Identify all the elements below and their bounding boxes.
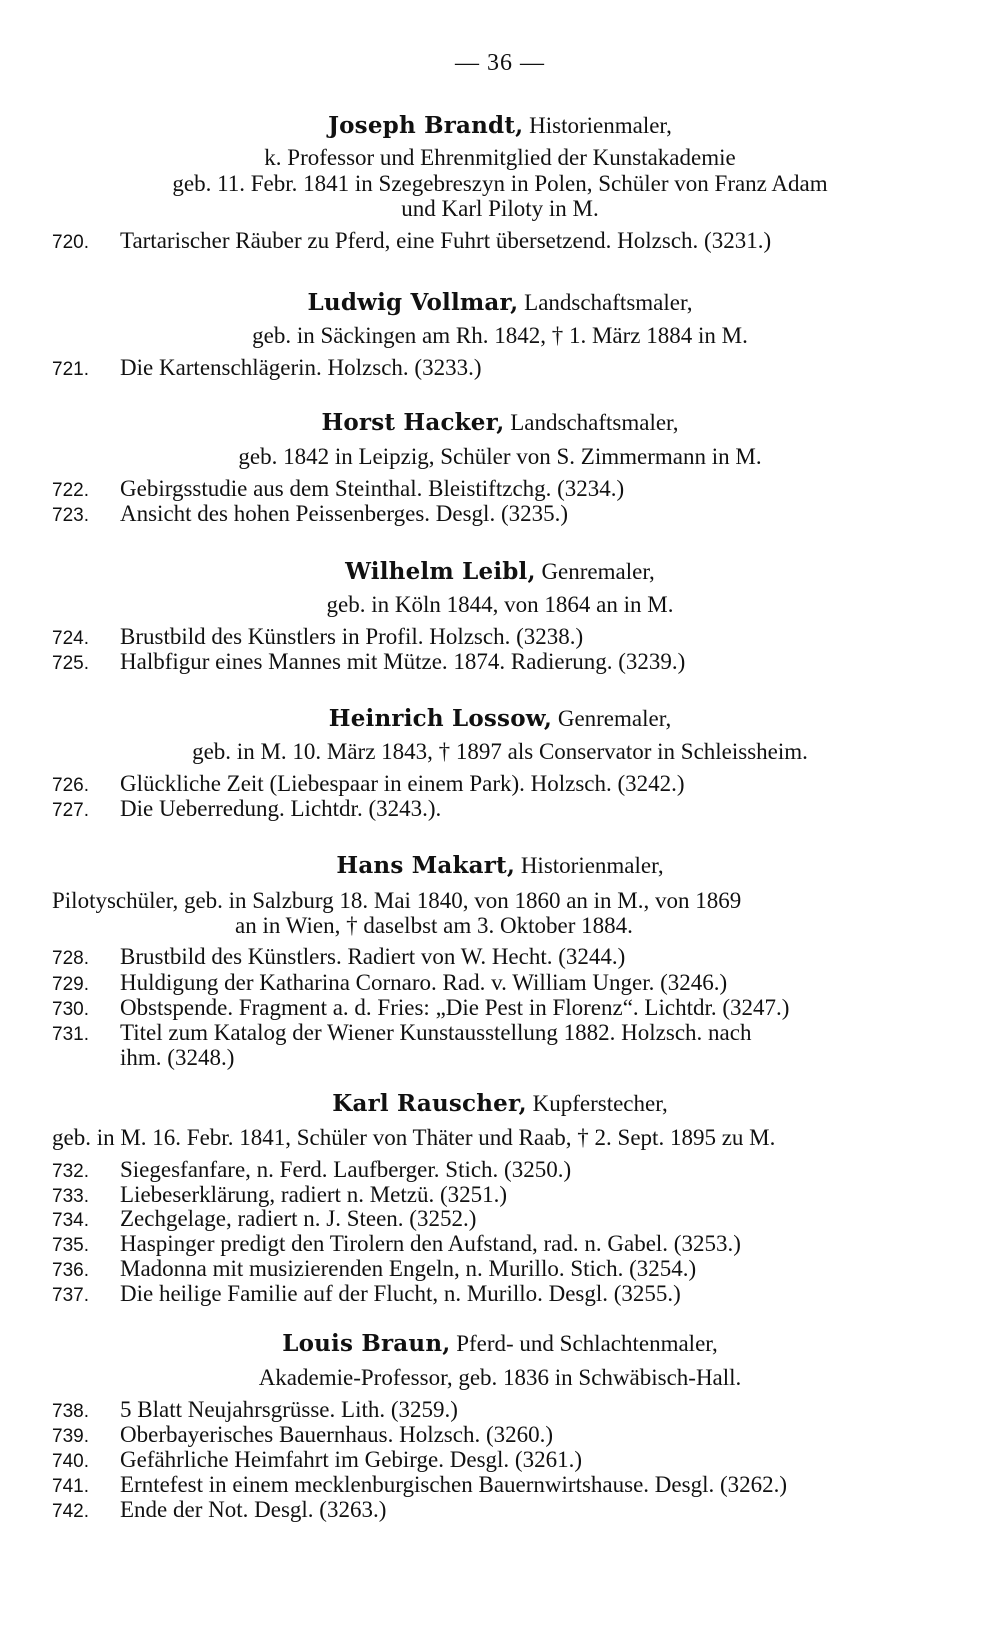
entry-number: 733. <box>52 1186 89 1207</box>
artist-role: Historienmaler, <box>529 113 672 138</box>
entry-text: Die Ueberredung. Lichtdr. (3243.). <box>120 796 442 821</box>
entry-number: 731. <box>52 1024 89 1045</box>
entry-text: Die Kartenschlägerin. Holzsch. (3233.) <box>120 355 482 380</box>
artist-name: Ludwig Vollmar, <box>307 289 519 316</box>
entry-text: Ende der Not. Desgl. (3263.) <box>120 1497 387 1522</box>
entry-continuation: ihm. (3248.) <box>120 1045 235 1070</box>
entry-text: Siegesfanfare, n. Ferd. Laufberger. Stich. (3250.) <box>120 1157 572 1182</box>
catalog-entry <box>52 1281 932 1307</box>
entry-number: 726. <box>52 775 89 796</box>
artist-role: Genremaler, <box>541 559 655 584</box>
catalog-entry <box>52 624 932 650</box>
entry-number: 730. <box>52 999 89 1020</box>
artist-bio-line: Akademie-Professor, geb. 1836 in Schwäbisch-Hall. <box>258 1365 742 1390</box>
catalog-entry <box>52 476 932 502</box>
entry-text: Brustbild des Künstlers. Radiert von W. Hecht. (3244.) <box>120 944 626 969</box>
artist-bio-line: geb. in Köln 1844, von 1864 an in M. <box>326 592 674 617</box>
catalog-entry <box>52 970 932 996</box>
catalog-entry <box>52 1256 932 1282</box>
entry-text: Die heilige Familie auf der Flucht, n. Murillo. Desgl. (3255.) <box>120 1281 681 1306</box>
artist-name: Wilhelm Leibl, <box>345 558 536 585</box>
artist-name: Louis Braun, <box>282 1330 451 1357</box>
entry-number: 721. <box>52 359 89 380</box>
artist-bio-line: Pilotyschüler, geb. in Salzburg 18. Mai 1840, von 1860 an in M., von 1869 <box>52 888 742 913</box>
catalog-entry <box>52 1020 932 1046</box>
entry-text: Oberbayerisches Bauernhaus. Holzsch. (3260.) <box>120 1422 554 1447</box>
entry-text: Huldigung der Katharina Cornaro. Rad. v. William Unger. (3246.) <box>120 970 728 995</box>
entry-number: 720. <box>52 232 89 253</box>
catalog-entry <box>52 1447 932 1473</box>
catalog-entry <box>52 649 932 675</box>
entry-text: Obstspende. Fragment a. d. Fries: „Die Pest in Florenz“. Lichtdr. (3247.) <box>120 995 790 1020</box>
entry-text: Titel zum Katalog der Wiener Kunstausstellung 1882. Holzsch. nach <box>120 1020 752 1045</box>
catalog-entry <box>52 501 932 527</box>
artist-heading <box>0 558 1000 585</box>
entry-text: Gefährliche Heimfahrt im Gebirge. Desgl. (3261.) <box>120 1447 582 1472</box>
entry-text: Halbfigur eines Mannes mit Mütze. 1874. Radierung. (3239.) <box>120 649 686 674</box>
artist-name: Karl Rauscher, <box>332 1090 527 1117</box>
artist-name: Hans Makart, <box>336 852 516 879</box>
artist-heading <box>0 1090 1000 1117</box>
catalog-entry <box>52 1206 932 1232</box>
artist-bio-line: geb. 1842 in Leipzig, Schüler von S. Zimmermann in M. <box>238 444 762 469</box>
artist-heading <box>0 852 1000 879</box>
artist-name: Heinrich Lossow, <box>328 705 553 732</box>
entry-number: 738. <box>52 1401 89 1422</box>
catalog-entry <box>52 1157 932 1183</box>
artist-name: Horst Hacker, <box>321 409 505 436</box>
entry-number: 735. <box>52 1235 89 1256</box>
artist-bio-line: an in Wien, † daselbst am 3. Oktober 1884. <box>235 913 633 938</box>
artist-name: Joseph Brandt, <box>328 112 524 139</box>
artist-bio-line: geb. in M. 16. Febr. 1841, Schüler von Thäter und Raab, † 2. Sept. 1895 zu M. <box>52 1125 776 1150</box>
artist-role: Genremaler, <box>557 706 672 731</box>
catalog-entry <box>52 228 932 254</box>
artist-bio-line: geb. 11. Febr. 1841 in Szegebreszyn in Polen, Schüler von Franz Adam <box>172 171 828 196</box>
entry-text: Liebeserklärung, radiert n. Metzü. (3251.) <box>120 1182 508 1207</box>
entry-text: 5 Blatt Neujahrsgrüsse. Lith. (3259.) <box>120 1397 458 1422</box>
entry-number: 736. <box>52 1260 89 1281</box>
artist-heading <box>0 705 1000 732</box>
entry-number: 725. <box>52 653 89 674</box>
catalog-entry <box>52 995 932 1021</box>
catalog-entry <box>52 1472 932 1498</box>
entry-number: 724. <box>52 628 89 649</box>
entry-number: 722. <box>52 480 89 501</box>
catalog-entry <box>52 355 932 381</box>
artist-role: Landschaftsmaler, <box>510 410 679 435</box>
entry-text: Haspinger predigt den Tirolern den Aufstand, rad. n. Gabel. (3253.) <box>120 1231 741 1256</box>
entry-number: 737. <box>52 1285 89 1306</box>
artist-bio-line: und Karl Piloty in M. <box>401 196 599 221</box>
entry-text: Zechgelage, radiert n. J. Steen. (3252.) <box>120 1206 477 1231</box>
artist-heading <box>0 409 1000 436</box>
entry-text: Tartarischer Räuber zu Pferd, eine Fuhrt übersetzend. Holzsch. (3231.) <box>120 228 772 253</box>
catalog-entry <box>52 1182 932 1208</box>
artist-role: Pferd- und Schlachtenmaler, <box>456 1331 718 1356</box>
catalog-entry <box>52 796 932 822</box>
entry-number: 739. <box>52 1426 89 1447</box>
page-number: — 36 — <box>455 50 545 76</box>
artist-role: Kupferstecher, <box>532 1091 668 1116</box>
artist-heading <box>0 1330 1000 1357</box>
entry-text: Erntefest in einem mecklenburgischen Bauernwirtshause. Desgl. (3262.) <box>120 1472 788 1497</box>
entry-number: 734. <box>52 1210 89 1231</box>
entry-text: Madonna mit musizierenden Engeln, n. Murillo. Stich. (3254.) <box>120 1256 697 1281</box>
entry-text: Gebirgsstudie aus dem Steinthal. Bleistiftzchg. (3234.) <box>120 476 625 501</box>
entry-text: Brustbild des Künstlers in Profil. Holzsch. (3238.) <box>120 624 584 649</box>
entry-number: 728. <box>52 948 89 969</box>
catalog-entry <box>52 1497 932 1523</box>
artist-bio-line: k. Professor und Ehrenmitglied der Kunstakademie <box>264 145 736 170</box>
entry-text: Glückliche Zeit (Liebespaar in einem Park). Holzsch. (3242.) <box>120 771 685 796</box>
artist-role: Landschaftsmaler, <box>524 290 693 315</box>
catalog-entry <box>52 1231 932 1257</box>
artist-heading <box>0 289 1000 316</box>
entry-text: Ansicht des hohen Peissenberges. Desgl. (3235.) <box>120 501 569 526</box>
artist-role: Historienmaler, <box>520 853 664 878</box>
entry-number: 723. <box>52 505 89 526</box>
entry-number: 729. <box>52 974 89 995</box>
entry-number: 742. <box>52 1501 89 1522</box>
artist-heading <box>0 112 1000 139</box>
entry-number: 732. <box>52 1161 89 1182</box>
catalog-entry <box>52 771 932 797</box>
catalog-entry <box>52 1397 932 1423</box>
catalog-entry <box>52 1422 932 1448</box>
entry-number: 741. <box>52 1476 89 1497</box>
entry-number: 740. <box>52 1451 89 1472</box>
catalog-entry <box>52 944 932 970</box>
artist-bio-line: geb. in Säckingen am Rh. 1842, † 1. März 1884 in M. <box>252 323 748 348</box>
entry-number: 727. <box>52 800 89 821</box>
artist-bio-line: geb. in M. 10. März 1843, † 1897 als Conservator in Schleissheim. <box>192 739 808 764</box>
